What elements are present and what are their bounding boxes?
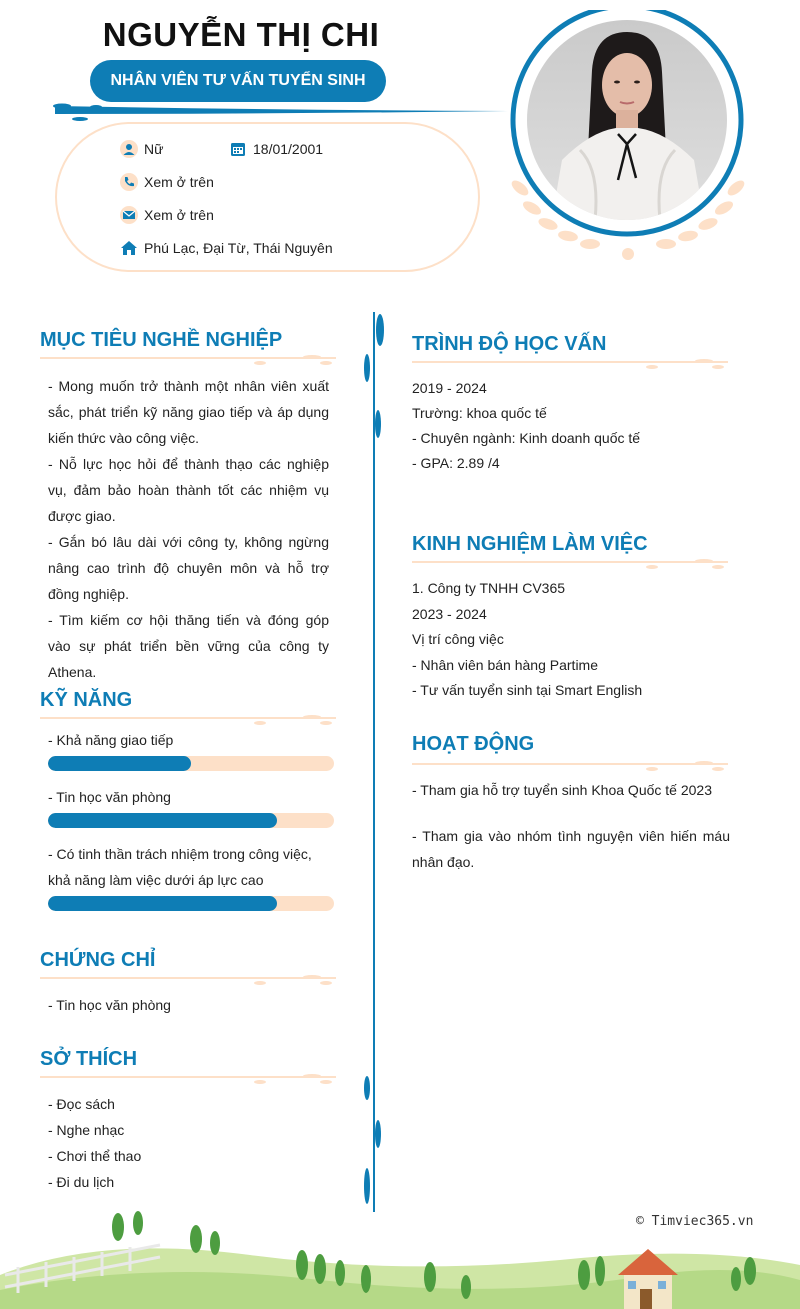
skill-fill: [48, 896, 277, 911]
experience-line: - Nhân viên bán hàng Partime: [412, 656, 598, 673]
skill-label: - Tin học văn phòng: [48, 789, 171, 805]
column-divider: [360, 312, 390, 1212]
skill-bar: [48, 756, 334, 771]
phone-icon: [120, 173, 138, 191]
position-badge: NHÂN VIÊN TƯ VẤN TUYỂN SINH: [90, 60, 386, 102]
objective-line: - Tìm kiếm cơ hội thăng tiến và đóng góp vào sự phát triển bền vững của công ty Athena.: [48, 612, 329, 680]
hobbies-text: [48, 1091, 329, 1195]
calendar-icon: [229, 140, 247, 158]
address-item: [120, 239, 333, 257]
certificates-text: [48, 992, 329, 1018]
experience-line: - Tư vấn tuyển sinh tại Smart English: [412, 682, 643, 698]
objective-line: - Gắn bó lâu dài với công ty, không ngừng nâng cao trình độ chuyên môn và hỗ trợ đồng nghiệp.: [48, 534, 329, 602]
experience-line: 1. Công ty TNHH CV365: [412, 580, 566, 596]
activities-text: [412, 777, 730, 875]
experience-title: KINH NGHIỆM LÀM VIỆC: [412, 533, 648, 555]
experience-rule: [412, 558, 728, 570]
education-title: TRÌNH ĐỘ HỌC VẤN: [412, 333, 607, 355]
skill-bar: [48, 813, 334, 828]
address-value: Phú Lạc, Đại Từ, Thái Nguyên: [144, 240, 333, 256]
experience-line: Vị trí công việc: [412, 631, 504, 647]
hobbies-rule: [40, 1073, 336, 1085]
copyright: © Timviec365.vn: [636, 1214, 754, 1229]
objective-line: - Mong muốn trở thành một nhân viên xuất sắc, phát triển kỹ năng giao tiếp và áp dụng kiến thức vào công việc.: [48, 378, 329, 446]
activities-rule: [412, 760, 728, 772]
activity-line: - Tham gia vào nhóm tình nguyện viên hiến máu nhân đạo.: [412, 828, 730, 870]
education-line: - GPA: 2.89 /4: [412, 455, 500, 471]
education-line: - Chuyên ngành: Kinh doanh quốc tế: [412, 430, 641, 446]
hobby-line: - Chơi thể thao: [48, 1148, 142, 1164]
experience-text: [412, 576, 730, 704]
skills-rule: [40, 714, 336, 726]
education-line: Trường: khoa quốc tế: [412, 405, 547, 421]
skill-fill: [48, 813, 277, 828]
email-item: [120, 206, 214, 224]
gender-item: [120, 140, 163, 158]
education-rule: [412, 358, 728, 370]
objective-line: - Nỗ lực học hỏi để thành thạo các nghiệp vụ, đảm bảo hoàn thành tốt các nhiệm vụ được giao.: [48, 456, 329, 524]
dob-item: [229, 140, 323, 158]
objective-rule: [40, 354, 336, 366]
skills-title: KỸ NĂNG: [40, 689, 133, 711]
hobbies-title: SỞ THÍCH: [40, 1048, 138, 1070]
phone-value: Xem ở trên: [144, 174, 214, 190]
skill-label: - Có tinh thần trách nhiệm trong công việc, khả năng làm việc dưới áp lực cao: [48, 846, 312, 888]
avatar: [500, 10, 760, 270]
email-value: Xem ở trên: [144, 207, 214, 223]
dob-value: 18/01/2001: [253, 141, 324, 157]
education-line: 2019 - 2024: [412, 380, 487, 396]
home-icon: [120, 239, 138, 257]
hobby-line: - Nghe nhạc: [48, 1122, 125, 1138]
education-text: [412, 376, 730, 476]
phone-item: [120, 173, 214, 191]
activities-title: HOẠT ĐỘNG: [412, 733, 535, 755]
experience-line: 2023 - 2024: [412, 605, 487, 622]
skill-fill: [48, 756, 191, 771]
objective-title: MỤC TIÊU NGHỀ NGHIỆP: [40, 329, 283, 351]
person-icon: [120, 140, 138, 158]
candidate-name: NGUYỄN THỊ CHI: [102, 16, 380, 53]
envelope-icon: [120, 206, 138, 224]
certificates-title: CHỨNG CHỈ: [40, 949, 156, 971]
activity-line: - Tham gia hỗ trợ tuyển sinh Khoa Quốc tế 2023: [412, 782, 712, 798]
skill-label: - Khả năng giao tiếp: [48, 732, 174, 748]
hobby-line: - Đi du lịch: [48, 1174, 115, 1190]
objective-text: [48, 373, 329, 685]
certificate-line: - Tin học văn phòng: [48, 997, 171, 1013]
skill-bar: [48, 896, 334, 911]
hobby-line: - Đọc sách: [48, 1096, 115, 1112]
certificates-rule: [40, 974, 336, 986]
gender-value: Nữ: [144, 141, 164, 157]
